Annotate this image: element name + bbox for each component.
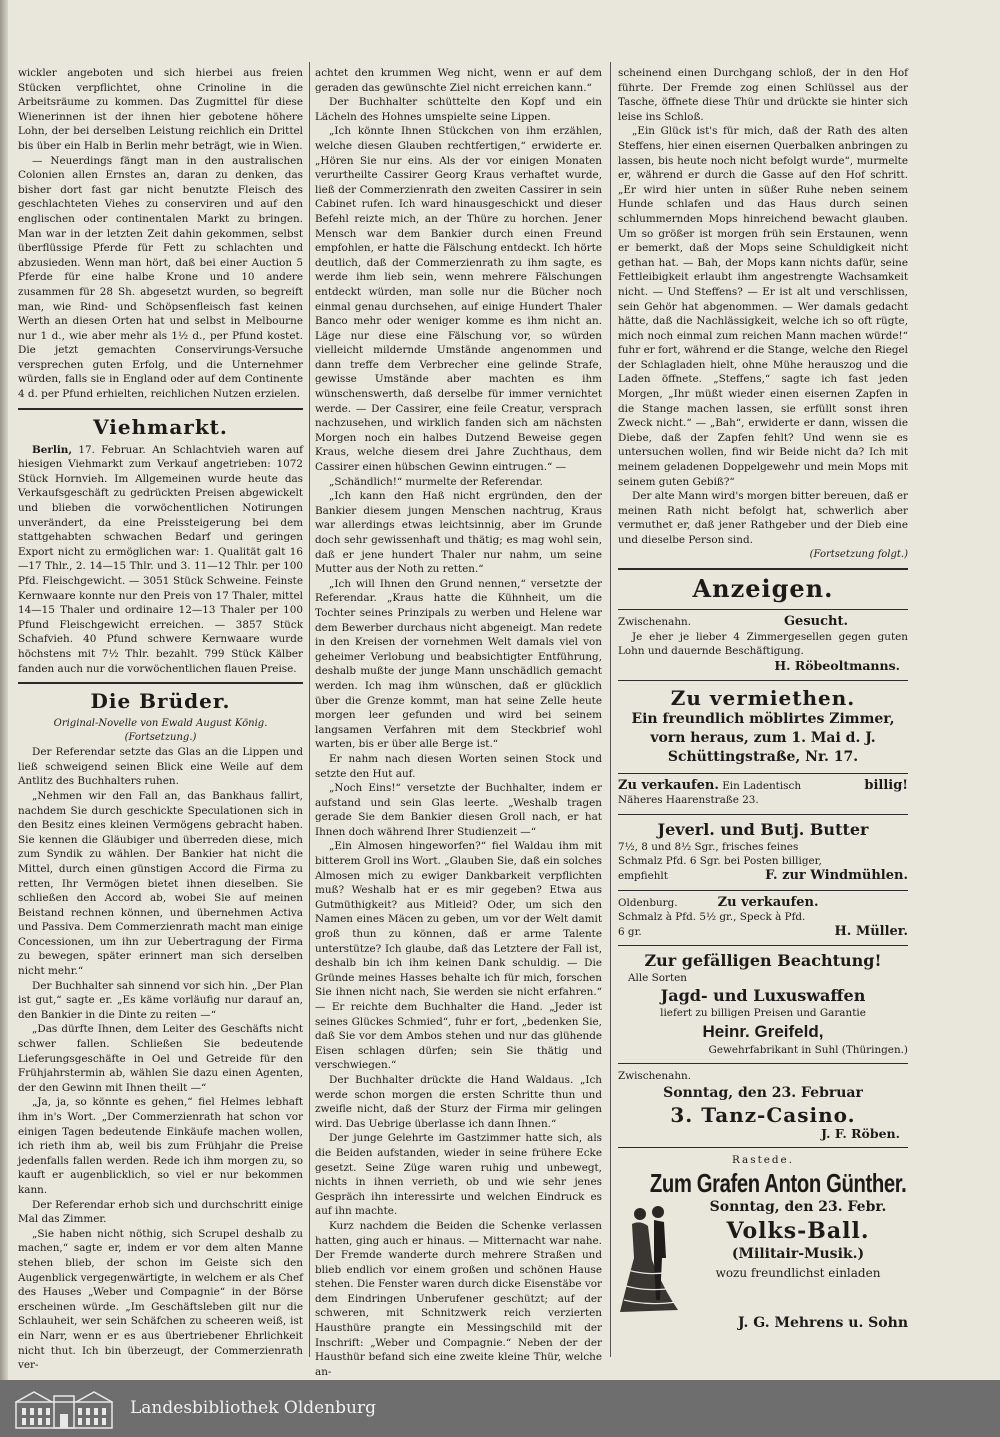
ad-text: Ein Ladentisch bbox=[722, 779, 802, 792]
paragraph: „Ja, ja, so könnte es gehen,“ fiel Helmes lebhaft ihm in's Wort. „Der Commerzienrath hat schon vor einigen Tagen bedeutende Einkäufe machen wollen, ich rieth ihm ab, weil bis zum Frühjahr die Preise jedenfalls fallen werden. Rede ich ihm morgen zu, so kauft er augenblicklich, so viel er nur bekommen kann. bbox=[18, 1096, 303, 1196]
ad-subheadline: Jagd- und Luxuswaffen bbox=[660, 985, 866, 1005]
ad-rule bbox=[618, 773, 908, 774]
section-rule bbox=[618, 568, 908, 570]
ad-date: Sonntag, den 23. Febr. bbox=[709, 1198, 887, 1215]
paragraph: „Ich will Ihnen den Grund nennen,“ versetzte der Referendar. „Kraus hatte die Kühnheit, um die Tochter seines Prinzipals zu werben und Helene war dem Bewerber durchaus nicht abgeneigt. Man redete in den Kreisen der vornehmen Welt damals viel von geheimer Verlobung und beabsichtigter Entführung, deshalb mußte der junge Mann unschädlich gemacht werden. Ich mag ihm wünschen, daß er glücklich über die Grenze kommt, man hat seine Zelle heute morgen leer gefunden und wird bei seinem langsamen Verfahren mit dem Steckbrief wohl warten, bis er über alle Berge ist.“ bbox=[315, 577, 602, 751]
ad-text: (Militair-Musik.) bbox=[731, 1245, 865, 1262]
ad-volksball bbox=[618, 1153, 908, 1333]
section-title-brueder: Die Brüder. bbox=[90, 689, 231, 714]
ad-text: Schmalz Pfd. 6 Sgr. bei Posten billiger, bbox=[618, 855, 822, 868]
ad-headline: Zu verkaufen. bbox=[717, 894, 819, 910]
column-2 bbox=[315, 66, 602, 1378]
ad-rule bbox=[618, 680, 908, 681]
paragraph: Kurz nachdem die Beiden die Schenke verlassen hatten, ging auch er hinaus. — Mitternacht war nahe. Der Fremde wanderte durch mehrere Straßen und blieb endlich vor einem großen und schönen Hause stehen. Die Fenster waren durch dicke Eisenstäbe vor dem Eindringen Unberufener geschützt; auf der schweren, mit Schnitzwerk reich verzierten Hausthüre prangte ein Messingschild mit der Inschrift: „Weber und Compagnie.“ Neben der der Hausthür befand sich eine zweite kleine Thür, welche an- bbox=[315, 1219, 602, 1378]
ad-text: Alle Sorten bbox=[628, 972, 687, 985]
paragraph: Der junge Gelehrte im Gastzimmer hatte sich, als die Beiden aufstanden, wieder in seine frühere Ecke gesetzt. Seine Züge waren ruhig und unbewegt, nichts in ihnen verrieth, ob und wie sehr jenes Gespräch ihn interessirte und welchen Eindruck es auf ihn machte. bbox=[315, 1132, 602, 1218]
ad-signature: J. G. Mehrens u. Sohn bbox=[737, 1314, 908, 1331]
paragraph: — Neuerdings fängt man in den australischen Colonien allen Ernstes an, daran zu denken, das bisher dort fast gar nicht benutzte Fleisch des geschlachteten Viehes zu conserviren und auf den englischen oder continentalen Markt zu bringen. Man war in der letzten Zeit dahin gekommen, selbst überflüssige Pferde für Fett zu schlachten und abzusieden. Wenn man hört, daß bei einer Auction 5 Pferde für eine halbe Krone und 10 andere zusammen für 28 Sh. abgesetzt wurden, so begreift man, wie Rind- und Schöpsenfleisch fast keinen Werth an diesen Orten hat und selbst in Melbourne nur 1 d., wie aber mehr als 1½ d., per Pfund kostet. Die jetzt gemachten Conservirungs-Versuche versprechen guten Erfolg, und die Unternehmer würden, falls sie in England oder auf dem Continente 4 d. per Pfund erhielten, reichlichen Nutzen erzielen. bbox=[18, 154, 303, 401]
ad-text: Ein freundlich möblirtes Zimmer, vorn heraus, zum 1. Mai d. J. bbox=[631, 710, 895, 746]
paragraph: wickler angeboten und sich hierbei aus freien Stücken verpflichtet, ohne Crinoline in die Arbeitsräume zu kommen. Das Zugmittel für diese Wienerinnen ist der ihnen hier gebotene höhere Lohn, der bei derselben Leistung reichlich ein Drittel bis über ein Halb in Berlin mehr beträgt, wie in Wien. bbox=[18, 67, 303, 152]
ad-signature: H. Röbeoltmanns. bbox=[774, 657, 900, 673]
ad-text: Je eher je lieber 4 Zimmergesellen gegen guten Lohn und dauernde Beschäftigung. bbox=[618, 630, 908, 658]
paragraph: „Ich kann den Haß nicht ergründen, den der Bankier diesem jungen Menschen nachtrug, Kraus war allerdings etwas leichtsinnig, aber im Grunde doch sehr gewissenhaft und thätig; es mag wohl sein, daß er jene hundert Thaler nur nahm, um seine Mutter aus der Noth zu retten.“ bbox=[315, 490, 602, 576]
ad-rule bbox=[618, 814, 908, 815]
paragraph: Der Referendar erhob sich und durchschritt einige Mal das Zimmer. bbox=[18, 1198, 303, 1226]
ad-tanz-casino bbox=[618, 1069, 908, 1141]
ad-schmalz bbox=[618, 896, 908, 940]
ad-text: 6 gr. bbox=[618, 925, 642, 938]
ad-address: Schüttingstraße, Nr. 17. bbox=[667, 748, 859, 765]
ad-zu-vermiethen bbox=[618, 686, 908, 767]
ad-address: Näheres Haarenstraße 23. bbox=[618, 794, 759, 807]
paragraph: „Ein Glück ist's für mich, daß der Rath des alten Steffens, hier einen eisernen Querbalken anbringen zu lassen, bis heute noch nicht befolgt wurde“, murmelte er, während er durch die Gasse auf den Hof schritt. „Er wird hier unten in süßer Ruhe neben seinem Hunde schlafen und das Haus durch seinen schlummernden Mops hinreichend bewacht glauben. Um so größer ist morgen früh sein Erstaunen, wenn er bemerkt, daß der Mops seine Schuldigkeit nicht gethan hat. — Bah, der Mops kann nichts dafür, seine Fettleibigkeit erlaubt ihm angestrengte Wachsamkeit nicht. — Und Steffens? — Er ist alt und verschlissen, sein Gehör hat abgenommen. — Wer damals gedacht hätte, daß die Nachlässigkeit, welche ich so oft rügte, mich noch einmal zum reichen Mann machen würde!“ fuhr er fort, während er die Stange, welche den Riegel der Schlagladen hielt, ohne Mühe herauszog und die Laden öffnete. „Steffens,“ sagte ich fast jeden Morgen, „Ihr müßt wieder einen eisernen Zapfen in die Stange machen lassen, sie erfüllt sonst ihren Zweck nicht.“ — „Bah“, erwiderte er dann, wissen die Diebe, daß der Zapfen fehlt? Und wenn sie es untersuchen wollen, find wir Beide nicht da? Ich mit meinem geladenen Doppelgewehr und mein Mops mit seinem guten Gebiß?“ bbox=[618, 125, 908, 488]
paragraph: Der Referendar setzte das Glas an die Lippen und ließ schweigend seinen Blick eine Weile auf dem Antlitz des Buchhalters ruhen. bbox=[18, 746, 303, 788]
ad-place: Rastede. bbox=[731, 1154, 795, 1167]
market-text: 17. Februar. An Schlachtvieh waren auf hiesigen Viehmarkt zum Verkauf angetrieben: 1072 Stück Hornvieh. Im Allgemeinen wurde heute das Verkaufsgeschäft zu gedrückten Preisen abgewickelt und blieben die vorwöchentlichen Notirungen unverändert, da eine Preissteigerung bei dem stattgehabten schwachen Bedarf und geringen Export nicht zu ermöglichen war: 1. Qualität galt 16—17 Thlr., 2. 14—15 Thlr. und 3. 11—12 Thlr. per 100 Pfd. Fleischgewicht. — 3051 Stück Schweine. Feinste Kernwaare konnte nur den Preis von 17 Thaler, mittel 14—15 Thaler und ordinaire 12—13 Thaler per 100 Pfund Fleischgewicht erreichen. — 3857 Stück Schafvieh. 40 Pfund schwere Kernwaare wurde höchstens mit 7½ Thlr. bezahlt. 799 Stück Kälber fanden auch nur die vorwöchentlichen flauen Preise. bbox=[18, 443, 303, 675]
ad-signature: H. Müller. bbox=[834, 923, 908, 939]
section-rule bbox=[18, 682, 303, 684]
dateline: Berlin, bbox=[32, 443, 72, 456]
column-1 bbox=[18, 66, 303, 1373]
ad-rule bbox=[618, 890, 908, 891]
paragraph: Der Buchhalter schüttelte den Kopf und ein Lächeln des Hohnes umspielte seine Lippen. bbox=[315, 96, 602, 123]
paragraph: „Schändlich!“ murmelte der Referendar. bbox=[329, 475, 543, 488]
ad-zu-verkaufen-ladentisch bbox=[618, 779, 908, 808]
library-footer bbox=[0, 1380, 1000, 1437]
continuation-note: (Fortsetzung folgt.) bbox=[809, 548, 908, 560]
library-label: Landesbibliothek Oldenburg bbox=[130, 1398, 377, 1418]
paragraph: achtet den krummen Weg nicht, wenn er auf dem geraden das gewünschte Ziel nicht erreichen kann.“ bbox=[315, 67, 602, 94]
paragraph: „Ein Almosen hingeworfen?“ fiel Waldau ihm mit bitterem Groll ins Wort. „Glauben Sie, daß ein solches Almosen mich zu ewiger Dankbarkeit verpflichten muß? Weshalb hat er es mir gegeben? Etwa aus Gutmüthigkeit? aus Mitleid? Oder, um sich den Namen eines Mäcen zu geben, um vor der Welt damit groß thun zu können, daß er arme Talente unterstütze? Ich glaube, daß das Letztere der Fall ist, deshalb bin ich ihm keinen Dank schuldig. — Die Gründe meines Hasses behalte ich für mich, forschen Sie ihnen nicht nach, Sie werden sie nicht erfahren.“ — Er reichte dem Buchhalter die Hand. „Jeder ist seines Glückes Schmied“, fuhr er fort, „bedenken Sie, daß Sie vor dem Ambos stehen und nur das glühende Eisen schlagen dürfen; sein Sie thätig und verschwiegen.“ bbox=[315, 840, 602, 1072]
ad-date: Sonntag, den 23. Februar bbox=[663, 1084, 863, 1101]
ad-place: Oldenburg. bbox=[618, 896, 678, 909]
ad-waffen bbox=[618, 951, 908, 1057]
column-divider bbox=[309, 62, 310, 1357]
continuation-note: (Fortsetzung.) bbox=[124, 732, 197, 744]
novel-subtitle: Original-Novelle von Ewald August König. bbox=[53, 718, 268, 730]
ad-signature: F. zur Windmühlen. bbox=[765, 867, 908, 883]
ad-place: Zwischenahn. bbox=[618, 616, 692, 629]
ad-text: Schmalz à Pfd. 5½ gr., Speck à Pfd. bbox=[618, 911, 806, 924]
section-title-anzeigen: Anzeigen. bbox=[692, 574, 834, 604]
paragraph: scheinend einen Durchgang schloß, der in den Hof führte. Der Fremde zog einen Schlüssel aus der Tasche, öffnete diese Thür und drückte sie hinter sich leise ins Schloß. bbox=[618, 67, 908, 123]
ad-gesucht bbox=[618, 615, 908, 673]
ad-headline: Zur gefälligen Beachtung! bbox=[644, 951, 882, 971]
ad-text: 7½, 8 und 8½ Sgr., frisches feines bbox=[618, 840, 799, 853]
market-report bbox=[18, 443, 303, 677]
ad-price: billig! bbox=[864, 777, 908, 793]
column-divider bbox=[610, 62, 611, 1357]
ad-subheadline: Volks-Ball. bbox=[726, 1217, 870, 1244]
ad-headline: Jeverl. und Butj. Butter bbox=[657, 819, 869, 839]
section-title-viehmarkt: Viehmarkt. bbox=[93, 414, 228, 439]
ad-text: wozu freundlichst einladen bbox=[715, 1265, 881, 1280]
paragraph: „Sie haben nicht nöthig, sich Scrupel deshalb zu machen,“ sagte er, indem er vor dem alten Manne stehen blieb, der schon im Geiste sich den Augenblick vergegenwärtigte, in welchem er als Chef des Hauses „Weber und Compagnie“ in der Börse erscheinen würde. „Im Geschäftsleben gilt nur die Schlauheit, wer sein Schäfchen zu scheeren weiß, ist ein Narr, wenn er es aus übertriebener Ehrlichkeit nicht thut. Ich bin überzeugt, der Commerzienrath ver- bbox=[18, 1227, 303, 1372]
ad-headline: Gesucht. bbox=[783, 614, 848, 630]
ad-headline: Zu vermiethen. bbox=[670, 685, 856, 710]
ad-signature: Heinr. Greifeld, bbox=[702, 1021, 824, 1041]
paragraph: Der Buchhalter drückte die Hand Waldaus. „Ich werde schon morgen die ersten Schritte thun und zweifle nicht, daß der Sturz der Firma mir gelingen wird. Das Uebrige überlasse ich dann Ihnen.“ bbox=[315, 1073, 602, 1130]
paragraph: „Ich könnte Ihnen Stückchen von ihm erzählen, welche diesen Glauben rechtfertigen,“ erwiderte er. „Hören Sie nur eins. Als der vor einigen Monaten verurtheilte Cassirer Georg Kraus verhaftet wurde, ließ der Commerzienrath den zweiten Cassirer in sein Cabinet rufen. Ich ward hinausgeschickt und dieser Befehl reizte mich, an der Thüre zu horchen. Jener Mensch war dem Bankier durch einen Freund empfohlen, er hatte die Fälschung entdeckt. Ich hörte deutlich, daß der Commerzienrath zu ihm sagte, es werde ihm lieb sein, wenn mehrere Fälschungen entdeckt würden, man solle nur die Bücher noch einmal genau durchsehen, auf einige Hundert Thaler Banco mehr oder weniger komme es ihm nicht an. Läge nur diese eine Fälschung vor, so würden vielleicht mildernde Umstände angenommen und dann treffe dem Verbrecher eine gelinde Strafe, gewisse Umstände aber machten es ihm wünschenswerth, daß derselbe für immer vernichtet werde. — Der Cassirer, eine feile Creatur, versprach nachzusehen, und wirklich fanden sich am nächsten Morgen noch ein halbes Dutzend Beweise gegen Kraus, welche diesem drei Jahre Zuchthaus, dem Cassirer einen hübschen Gewinn eintrugen.“ — bbox=[315, 125, 602, 474]
ad-rule bbox=[618, 945, 908, 946]
ad-rule bbox=[618, 1147, 908, 1148]
paragraph: „Das dürfte Ihnen, dem Leiter des Geschäfts nicht schwer fallen. Schließen Sie bedeutende Lieferungsgeschäfte in Oel und Getreide für den Frühjahrstermin ab, wählen Sie dazu einen Agenten, der den Gewinn mit Ihnen theilt —“ bbox=[18, 1023, 303, 1094]
paragraph: „Nehmen wir den Fall an, das Bankhaus fallirt, nachdem Sie durch geschickte Speculationen sich in den Besitz eines kleinen Vermögens gebracht haben. Sie kennen die Gläubiger und überreden diese, mich zum Syndik zu wählen. Der Bankier hat nicht die Mittel, durch einen günstigen Accord die Firma zu retten, Ihr Vermögen bietet ihnen dieselben. Sie schließen den Accord ab, wobei Sie auf meinen Beistand rechnen können, und übernehmen Activa und Passiva. Dem Commerzienrath macht man einige Concessionen, um ihn zur Uebertragung der Firma zu bewegen, später erinnert man sich derselben nicht mehr.“ bbox=[18, 789, 303, 978]
dancing-couple-illustration bbox=[618, 1200, 680, 1320]
ad-text: Gewehrfabrikant in Suhl (Thüringen.) bbox=[708, 1043, 908, 1056]
ad-text: liefert zu billigen Preisen und Garantie bbox=[660, 1006, 866, 1019]
ad-headline: 3. Tanz-Casino. bbox=[670, 1102, 856, 1127]
ad-text: empfiehlt bbox=[618, 869, 668, 882]
ad-butter bbox=[618, 820, 908, 884]
paragraph: Der alte Mann wird's morgen bitter bereuen, daß er meinen Rath nicht befolgt hat, schwerlich aber vermuthet er, daß jener Rathgeber und der Dieb eine und dieselbe Person sind. bbox=[618, 490, 908, 546]
ad-headline: Zum Grafen Anton Günther. bbox=[649, 1167, 907, 1198]
section-rule bbox=[18, 408, 303, 410]
ad-signature: J. F. Röben. bbox=[821, 1125, 900, 1141]
column-3 bbox=[618, 66, 908, 1333]
paragraph: Er nahm nach diesen Worten seinen Stock und setzte den Hut auf. bbox=[315, 752, 602, 780]
ad-place: Zwischenahn. bbox=[618, 1070, 692, 1083]
ad-rule bbox=[618, 1063, 908, 1064]
paragraph: „Noch Eins!“ versetzte der Buchhalter, indem er aufstand und sein Glas leerte. „Weshalb tragen gerade Sie dem Bankier diesen Groll nach, er hat Ihnen doch während Ihrer Studienzeit —“ bbox=[315, 782, 602, 838]
ad-headline: Zu verkaufen. bbox=[618, 777, 719, 793]
ad-rule bbox=[618, 609, 908, 610]
library-building-logo bbox=[14, 1388, 114, 1430]
paragraph: Der Buchhalter sah sinnend vor sich hin. „Der Plan ist gut,“ sagte er. „Es käme vorläufig nur darauf an, den Bankier in die Dinte zu reiten —“ bbox=[18, 979, 303, 1021]
